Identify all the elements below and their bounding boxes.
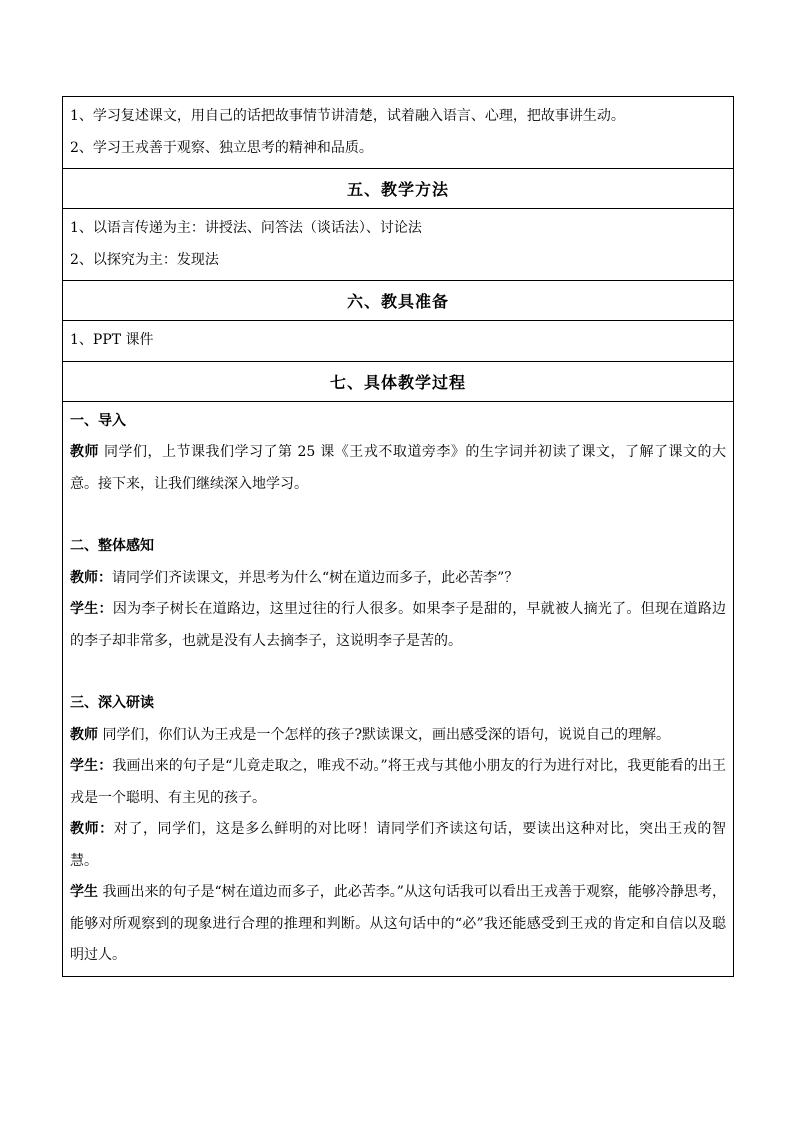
goal-item: 2、学习王戎善于观察、独立思考的精神和品质。 xyxy=(70,139,373,156)
process-section xyxy=(63,401,733,976)
paragraph-text: 对了，同学们，这是多么鲜明的对比呀！请同学们齐读这句话，要读出这种对比，突出王戎的智慧。 xyxy=(70,821,727,869)
teacher-paragraph xyxy=(70,563,726,595)
paragraph-text: 请同学们齐读课文，并思考为什么“树在道边而多子，此必苦李”？ xyxy=(112,569,519,586)
teacher-paragraph xyxy=(70,720,726,752)
method-item: 2、以探究为主：发现法 xyxy=(70,251,219,268)
lesson-plan-table xyxy=(62,96,734,977)
student-paragraph xyxy=(70,594,726,657)
paragraph-gap xyxy=(70,500,726,531)
goals-section xyxy=(63,97,733,168)
paragraph-gap xyxy=(70,657,726,688)
student-paragraph xyxy=(70,751,726,814)
paragraph-text: 同学们，你们认为王戎是一个怎样的孩子?默读课文，画出感受深的语句，说说自己的理解。 xyxy=(98,726,670,743)
methods-heading: 五、教学方法 xyxy=(63,168,733,208)
intro-title: 一、导入 xyxy=(70,412,126,429)
speaker-label: 教师 xyxy=(70,444,100,460)
speaker-label: 学生： xyxy=(70,758,113,774)
teacher-paragraph xyxy=(70,437,726,500)
overview-title: 二、整体感知 xyxy=(70,538,154,554)
speaker-label: 学生 xyxy=(70,884,99,900)
goal-item: 1、学习复述课文，用自己的话把故事情节讲清楚，试着融入语言、心理，把故事讲生动。 xyxy=(70,108,625,124)
speaker-label: 学生： xyxy=(70,601,113,617)
teacher-paragraph xyxy=(70,814,726,877)
paragraph-text: 我画出来的句子是“树在道边而多子，此必苦李。”从这句话我可以看出王戎善于观察，能够冷静思考，能够对所观察到的现象进行合理的推理和判断。从这句话中的“必”我还能感受到王戎的肯定和自信以及聪明过人。 xyxy=(70,884,727,963)
paragraph-text: 同学们，上节课我们学习了第 25 课《王戎不取道旁李》的生字词并初读了课文，了解了课文的大意。接下来，让我们继续深入地学习。 xyxy=(70,444,726,492)
paragraph-text: 我画出来的句子是“儿竟走取之，唯戎不动。”将王戎与其他小朋友的行为进行对比，我更能看的出王戎是一个聪明、有主见的孩子。 xyxy=(70,758,727,806)
method-item: 1、以语言传递为主：讲授法、问答法（谈话法）、讨论法 xyxy=(70,220,422,236)
speaker-label: 教师： xyxy=(70,569,112,586)
speaker-label: 教师 xyxy=(70,726,98,743)
process-heading: 七、具体教学过程 xyxy=(63,361,733,401)
student-paragraph xyxy=(70,877,726,972)
tools-section xyxy=(63,320,733,361)
deep-reading-title: 三、深入研读 xyxy=(70,695,154,711)
tool-item: 1、PPT 课件 xyxy=(70,332,154,348)
speaker-label: 教师： xyxy=(70,821,114,837)
tools-heading: 六、教具准备 xyxy=(63,280,733,320)
methods-section xyxy=(63,208,733,280)
paragraph-text: 因为李子树长在道路边，这里过往的行人很多。如果李子是甜的，早就被人摘光了。但现在道路边的李子却非常多，也就是没有人去摘李子，这说明李子是苦的。 xyxy=(70,601,727,649)
